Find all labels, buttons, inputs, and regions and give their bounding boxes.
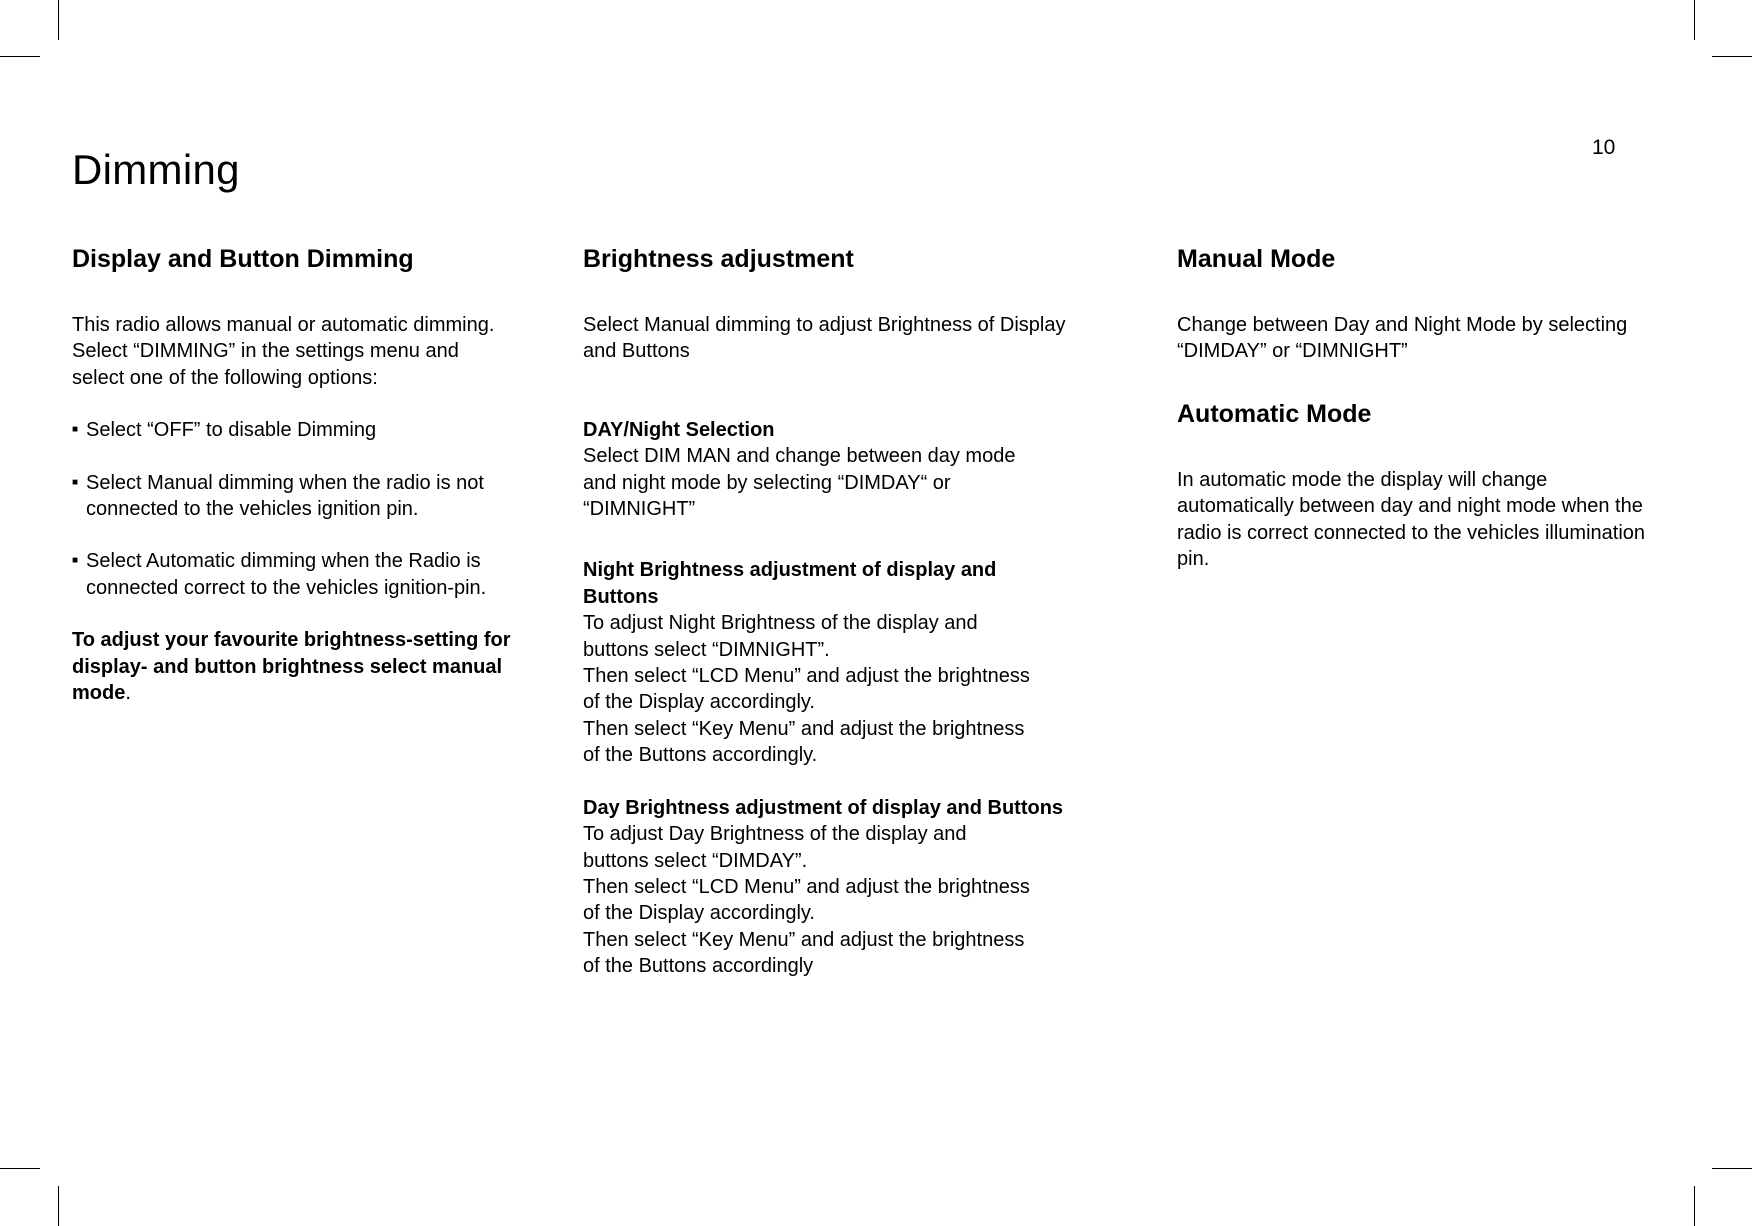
note-line (72, 680, 532, 706)
section-heading-automatic-mode: Automatic Mode (1177, 399, 1372, 428)
intro-line: select one of the following options: (72, 366, 378, 389)
page-title: Dimming (72, 146, 240, 193)
body-line: “DIMNIGHT” (583, 498, 696, 521)
body-line: Then select “LCD Menu” and adjust the brightness (583, 875, 1030, 898)
body-line: buttons select “DIMNIGHT”. (583, 638, 830, 661)
column-display-button-dimming (72, 242, 532, 706)
note-line: display- and button brightness select manual (72, 655, 503, 678)
crop-mark (1694, 0, 1695, 40)
section-heading: Brightness adjustment (583, 245, 854, 273)
body-line: of the Buttons accordingly (583, 955, 814, 978)
crop-mark (58, 1186, 59, 1226)
bullet-item (72, 548, 532, 601)
note-period: . (125, 682, 131, 705)
body-line: To adjust Night Brightness of the display and (583, 612, 978, 635)
body-line: To adjust Day Brightness of the display and (583, 823, 967, 846)
intro-line: This radio allows manual or automatic dimming. (72, 314, 495, 336)
body-line: In automatic mode the display will change (1177, 468, 1548, 491)
body-line: of the Display accordingly. (583, 902, 815, 925)
crop-mark (1712, 1168, 1752, 1169)
body-line: buttons select “DIMDAY”. (583, 849, 808, 872)
subheading-night-brightness: Buttons (583, 585, 659, 608)
body-line: automatically between day and night mode when the (1177, 495, 1643, 518)
note-line: To adjust your favourite brightness-setting for (72, 629, 511, 652)
bullet-square-icon: ■ (72, 555, 79, 567)
subheading-night-brightness: Night Brightness adjustment of display and (583, 559, 997, 582)
section-heading-manual-mode: Manual Mode (1177, 245, 1336, 273)
body-line: of the Display accordingly. (583, 691, 815, 714)
bullet-line: Select Automatic dimming when the Radio is (86, 550, 481, 573)
subheading-day-brightness: Day Brightness adjustment of display and Buttons (583, 796, 1064, 819)
body-line: Then select “Key Menu” and adjust the brightness (583, 717, 1025, 740)
body-line: Select DIM MAN and change between day mode (583, 445, 1016, 468)
page-number: 10 (1592, 136, 1616, 159)
body-line: pin. (1177, 548, 1210, 571)
bullet-line: Select “OFF” to disable Dimming (86, 419, 377, 442)
column-brightness-adjustment (583, 242, 1083, 980)
body-line: radio is correct connected to the vehicles illumination (1177, 521, 1646, 544)
bullet-line: connected to the vehicles ignition pin. (86, 498, 419, 521)
body-line: Then select “LCD Menu” and adjust the brightness (583, 665, 1030, 688)
bullet-line: connected correct to the vehicles ignition-pin. (86, 576, 487, 599)
bullet-item (72, 470, 532, 523)
crop-mark (58, 0, 59, 40)
body-line: of the Buttons accordingly. (583, 744, 818, 767)
intro-line: Select “DIMMING” in the settings menu and (72, 340, 459, 363)
crop-mark (0, 56, 40, 57)
crop-mark (1694, 1186, 1695, 1226)
subheading-day-night-selection: DAY/Night Selection (583, 418, 775, 441)
intro-line: Select Manual dimming to adjust Brightness of Display (583, 314, 1066, 336)
body-line: Change between Day and Night Mode by selecting (1177, 314, 1628, 336)
bullet-square-icon: ■ (72, 476, 79, 488)
body-line: Then select “Key Menu” and adjust the brightness (583, 928, 1025, 951)
bullet-square-icon: ■ (72, 424, 79, 436)
body-line: and night mode by selecting “DIMDAY“ or (583, 471, 951, 494)
note-last-word: mode (72, 682, 126, 705)
crop-mark (0, 1168, 40, 1169)
body-line: “DIMDAY” or “DIMNIGHT” (1177, 340, 1408, 363)
bullet-line: Select Manual dimming when the radio is not (86, 471, 484, 494)
crop-mark (1712, 56, 1752, 57)
column-modes (1177, 242, 1677, 572)
bullet-item (72, 417, 532, 443)
section-heading: Display and Button Dimming (72, 245, 414, 273)
intro-line: and Buttons (583, 340, 690, 363)
